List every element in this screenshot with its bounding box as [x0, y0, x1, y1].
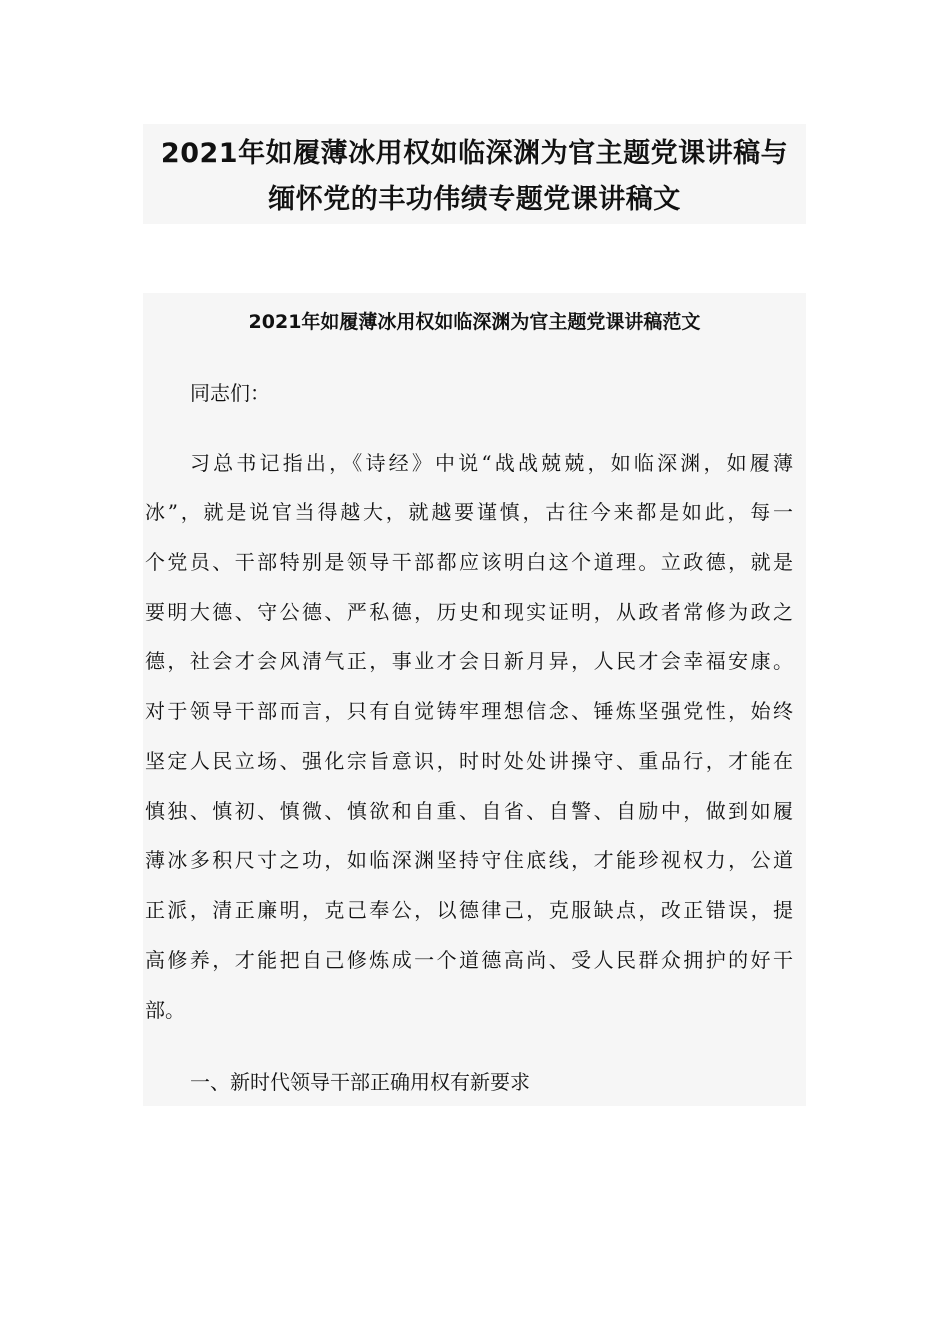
document-title-line-2: 缅怀党的丰功伟绩专题党课讲稿文 [268, 184, 681, 215]
document-title-block [143, 124, 806, 224]
paragraph-line: 习总书记指出，《诗经》中说“战战兢兢，如临深渊，如履薄 [190, 451, 793, 475]
paragraph-line: 德，社会才会风清气正，事业才会日新月异，人民才会幸福安康。 [145, 649, 793, 673]
greeting: 同志们： [190, 381, 270, 405]
document-title-line-1: 2021年如履薄冰用权如临深渊为官主题党课讲稿与 [160, 138, 789, 169]
paragraph-line: 冰”，就是说官当得越大，就越要谨慎，古往今来都是如此，每一 [145, 500, 793, 524]
paragraph-line: 正派，清正廉明，克己奉公，以德律己，克服缺点，改正错误，提 [145, 898, 793, 922]
paragraph-line: 要明大德、守公德、严私德，历史和现实证明，从政者常修为政之 [145, 600, 793, 624]
paragraph-line: 慎独、慎初、慎微、慎欲和自重、自省、自警、自励中，做到如履 [145, 799, 793, 823]
paragraph-line: 薄冰多积尺寸之功，如临深渊坚持守住底线，才能珍视权力，公道 [145, 848, 793, 872]
paragraph-line: 部。 [145, 998, 185, 1022]
section-heading: 一、新时代领导干部正确用权有新要求 [190, 1070, 530, 1094]
paragraph-line: 高修养，才能把自己修炼成一个道德高尚、受人民群众拥护的好干 [145, 948, 793, 972]
paragraph-line: 坚定人民立场、强化宗旨意识，时时处处讲操守、重品行，才能在 [145, 749, 793, 773]
paragraph-line: 对于领导干部而言，只有自觉铸牢理想信念、锤炼坚强党性，始终 [145, 699, 793, 723]
paragraph-line: 个党员、干部特别是领导干部都应该明白这个道理。立政德，就是 [145, 550, 793, 574]
section-subtitle: 2021年如履薄冰用权如临深渊为官主题党课讲稿范文 [248, 311, 701, 333]
document-body [143, 293, 806, 1106]
